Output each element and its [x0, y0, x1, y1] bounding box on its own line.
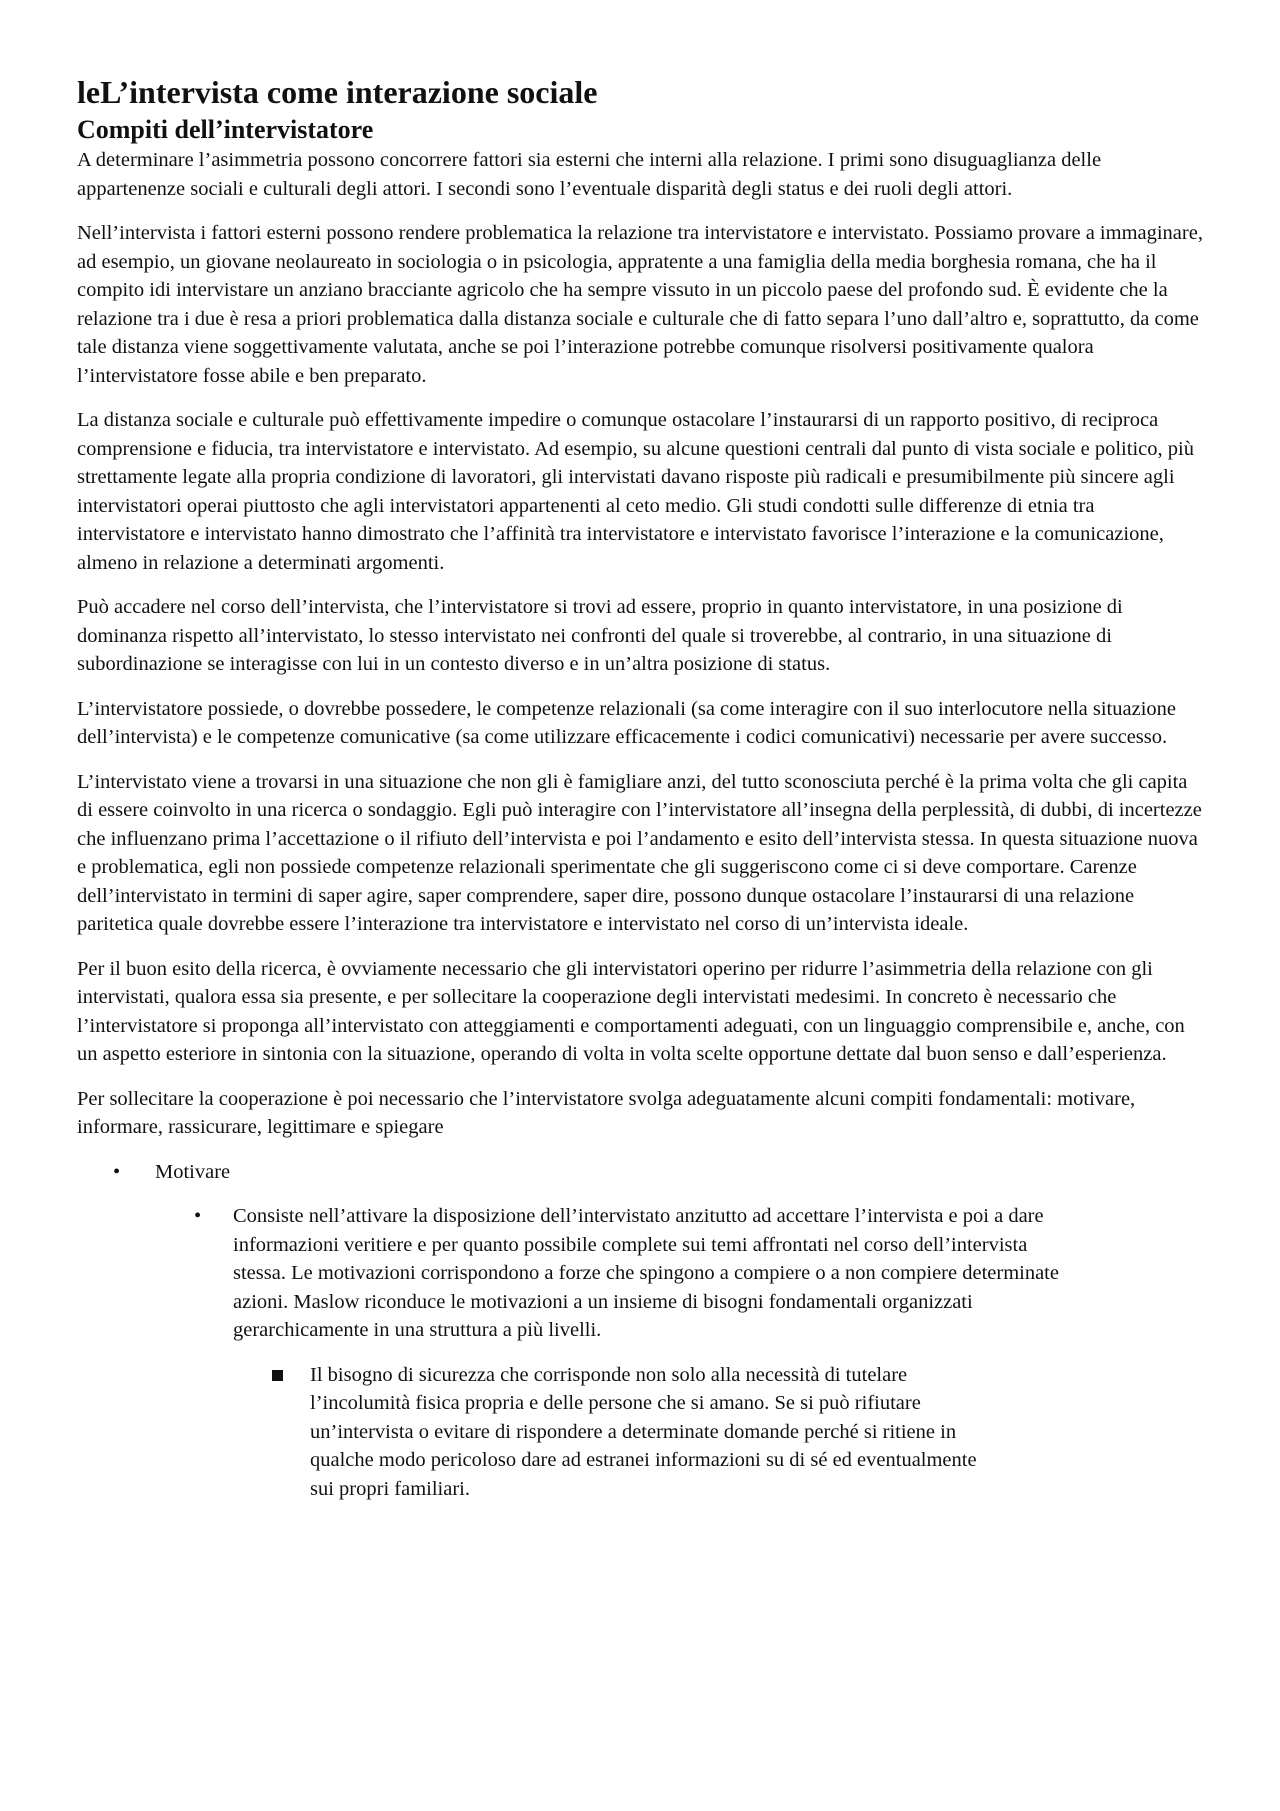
paragraph-3: La distanza sociale e culturale può effettivamente impedire o comunque ostacolare l’instaurarsi di un rapporto positivo, di reciproca comprensione e fiducia, tra intervistatore e intervistato. Ad esempio, su alcune questioni centrali dal punto di vista sociale e politico, più strettamente legate alla propria condizione di lavoratori, gli intervistati davano risposte più radicali e presumibilmente più sincere agli intervistatori operai piuttosto che agli intervistatori appartenenti al ceto medio. Gli studi condotti sulle differenze di etnia tra intervistatore e intervistato hanno dimostrato che l’affinità tra intervistatore e intervistato favorisce l’interazione e la comunicazione, almeno in relazione a determinati argomenti. — [77, 409, 1194, 574]
paragraph-4: Può accadere nel corso dell’intervista, che l’intervistatore si trovi ad essere, proprio in quanto intervistatore, in una posizione di dominanza rispetto all’intervistato, lo stesso intervistato nei confronti del quale si troverebbe, al contrario, in una situazione di subordinazione se interagisse con lui in un contesto diverso e in un’altra posizione di status. — [77, 596, 1123, 675]
bullet-icon: • — [113, 1160, 121, 1183]
list-item-text: Motivare — [155, 1160, 231, 1183]
list-item-text: Il bisogno di sicurezza che corrisponde non solo alla necessità di tutelare l’incolumità fisica propria e delle persone che si amano. Se si può rifiutare un’intervista o evitare di rispondere a determinate domande perché si ritiene in qualche modo pericoloso dare ad estranei informazioni su di sé ed eventualmente sui propri familiari. — [310, 1363, 977, 1500]
section-heading: Compiti dell’intervistatore — [77, 115, 374, 144]
paragraph-2: Nell’intervista i fattori esterni possono rendere problematica la relazione tra intervistatore e intervistato. Possiamo provare a immaginare, ad esempio, un giovane neolaureato in sociologia o in psicologia, appratente a una famiglia della media borghesia romana, che ha il compito idi intervistare un anziano bracciante agricolo che ha sempre vissuto in un piccolo paese del profondo sud. È evidente che la relazione tra i due è resa a priori problematica dalla distanza sociale e culturale che di fatto separa l’uno dall’altro e, soprattutto, da come tale distanza viene soggettivamente valutata, anche se poi l’interazione potrebbe comunque risolversi positivamente qualora l’intervistatore fosse abile e ben preparato. — [77, 222, 1203, 387]
paragraph-8: Per sollecitare la cooperazione è poi necessario che l’intervistatore svolga adeguatamente alcuni compiti fondamentali: motivare, informare, rassicurare, legittimare e spiegare — [77, 1087, 1136, 1138]
list-item-text: Consiste nell’attivare la disposizione dell’intervistato anzitutto ad accettare l’intervista e poi a dare informazioni veritiere e per quanto possibile complete sui temi affrontati nel corso dell’intervista stessa. Le motivazioni corrispondono a forze che spingono a compiere o a non compiere determinate azioni. Maslow riconduce le motivazioni a un insieme di bisogni fondamentali organizzati gerarchicamente in una struttura a più livelli. — [233, 1205, 1059, 1341]
paragraph-7: Per il buon esito della ricerca, è ovviamente necessario che gli intervistatori operino per ridurre l’asimmetria della relazione con gli intervistati, qualora essa sia presente, e per sollecitare la cooperazione degli intervistati medesimi. In concreto è necessario che l’intervistatore si proponga all’intervistato con atteggiamenti e comportamenti adeguati, con un linguaggio comprensibile e, anche, con un aspetto esteriore in sintonia con la situazione, operando di volta in volta scelte opportune dettate dal buon senso e dall’esperienza. — [77, 957, 1185, 1065]
document-page — [77, 72, 1207, 1519]
paragraph-1: A determinare l’asimmetria possono concorrere fattori sia esterni che interni alla relazione. I primi sono disuguaglianza delle appartenenze sociali e culturali degli attori. I secondi sono l’eventuale disparità degli status e dei ruoli degli attori. — [77, 149, 1102, 200]
page-title: leL’intervista come interazione sociale — [77, 74, 598, 110]
paragraph-6: L’intervistato viene a trovarsi in una situazione che non gli è famigliare anzi, del tutto sconosciuta perché è la prima volta che gli capita di essere coinvolto in una ricerca o sondaggio. Egli può interagire con l’intervistatore all’insegna della perplessità, di dubbi, di incertezze che influenzano prima l’accettazione o il rifiuto dell’intervista e poi l’andamento e esito dell’intervista stessa. In questa situazione nuova e problematica, egli non possiede competenze relazionali sperimentate che gli suggeriscono come ci si deve comportare. Carenze dell’intervistato in termini di saper agire, saper comprendere, saper dire, possono dunque ostacolare l’instaurarsi di una relazione paritetica quale dovrebbe essere l’interazione tra intervistatore e intervistato nel corso di un’intervista ideale. — [77, 770, 1202, 935]
bullet-icon: • — [194, 1205, 202, 1227]
square-bullet-icon — [272, 1370, 283, 1381]
list-item — [77, 1361, 980, 1504]
list-item — [77, 1158, 1207, 1187]
list-item — [77, 1202, 1073, 1345]
paragraph-5: L’intervistatore possiede, o dovrebbe possedere, le competenze relazionali (sa come interagire con il suo interlocutore nella situazione dell’intervista) e le competenze comunicative (sa come utilizzare efficacemente i codici comunicativi) necessarie per avere successo. — [77, 697, 1176, 748]
